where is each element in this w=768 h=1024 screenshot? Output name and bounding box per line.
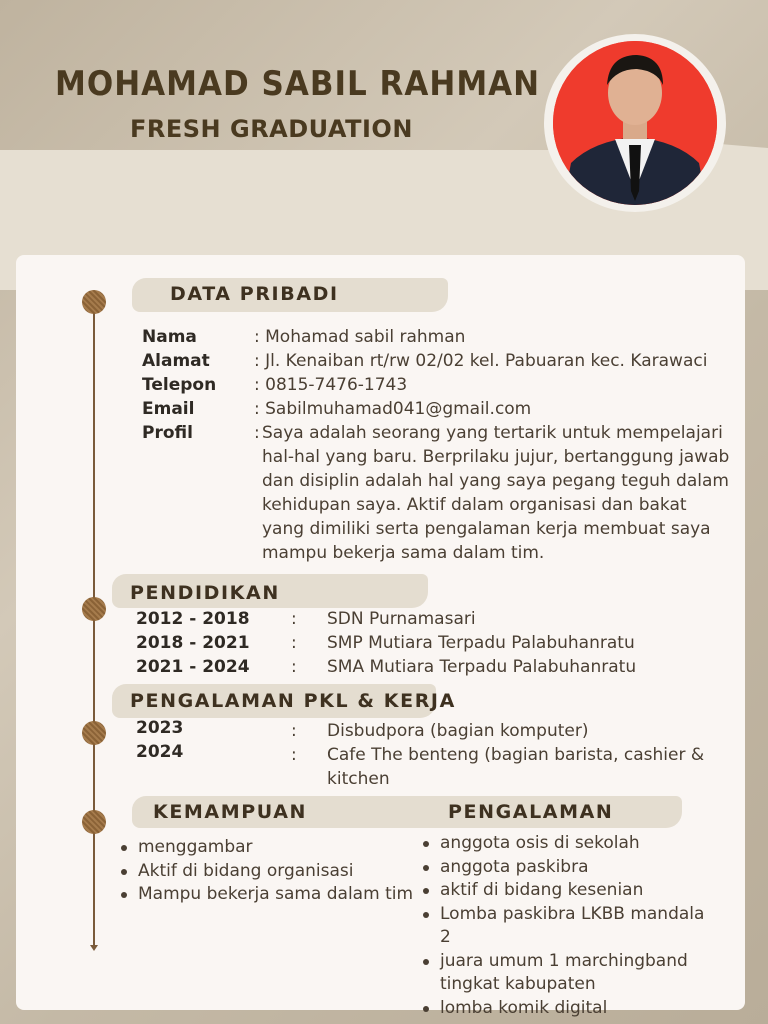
list-item: anggota osis di sekolah (418, 832, 718, 856)
field-label: Telepon (142, 375, 217, 395)
skills-list (116, 836, 416, 907)
list-item: lomba komik digital (418, 997, 718, 1021)
work-year: 2024 (136, 742, 184, 762)
education-years: 2018 - 2021 (136, 633, 250, 653)
list-item: anggota paskibra (418, 856, 718, 880)
heading-pengalaman: PENGALAMAN (448, 801, 614, 823)
education-school: SDN Purnamasari (327, 609, 476, 629)
field-label: Profil (142, 423, 193, 443)
heading-data-pribadi: DATA PRIBADI (170, 283, 339, 305)
field-label: Email (142, 399, 195, 419)
list-item: Lomba paskibra LKBB mandala 2 (418, 903, 718, 950)
work-place: Cafe The benteng (bagian barista, cashier & kitchen (327, 745, 705, 789)
timeline-line (93, 302, 95, 948)
field-label: Alamat (142, 351, 210, 371)
profile-photo (553, 41, 717, 205)
candidate-name: MOHAMAD SABIL RAHMAN (55, 64, 541, 104)
field-value: : 0815-7476-1743 (254, 375, 408, 395)
profile-description: Saya adalah seorang yang tertarik untuk mempelajari hal-hal yang baru. Berprilaku jujur, bertanggung jawab dan disiplin adalah hal yang saya pegang teguh dalam kehidupan saya. Aktif dalam organisasi dan bakat yang dimiliki serta pengalaman kerja membuat saya mampu bekerja sama dalam tim. (262, 423, 730, 563)
field-value: : (254, 423, 260, 443)
timeline-dot-icon (82, 597, 106, 621)
field-label: Nama (142, 327, 197, 347)
timeline-dot-icon (82, 721, 106, 745)
field-value: : Mohamad sabil rahman (254, 327, 466, 347)
list-item: aktif di bidang kesenian (418, 879, 718, 903)
education-school: SMA Mutiara Terpadu Palabuhanratu (327, 657, 637, 677)
heading-pengalaman-kerja: PENGALAMAN PKL & KERJA (130, 690, 456, 712)
candidate-subtitle: FRESH GRADUATION (130, 115, 413, 143)
heading-pendidikan: PENDIDIKAN (130, 582, 280, 604)
list-item: menggambar (116, 836, 416, 860)
timeline-dot-icon (82, 810, 106, 834)
list-item: Mampu bekerja sama dalam tim (116, 883, 416, 907)
work-year: 2023 (136, 718, 184, 738)
separator: : (291, 721, 297, 741)
separator: : (291, 745, 297, 765)
field-value: : Sabilmuhamad041@gmail.com (254, 399, 532, 419)
education-years: 2012 - 2018 (136, 609, 250, 629)
education-school: SMP Mutiara Terpadu Palabuhanratu (327, 633, 635, 653)
work-place: Disbudpora (bagian komputer) (327, 721, 589, 741)
field-value: : Jl. Kenaiban rt/rw 02/02 kel. Pabuaran kec. Karawaci (254, 351, 708, 371)
heading-kemampuan: KEMAMPUAN (153, 801, 307, 823)
list-item: Aktif di bidang organisasi (116, 860, 416, 884)
timeline-dot-icon (82, 290, 106, 314)
experience-list (418, 832, 718, 1020)
timeline-arrow-icon (90, 945, 98, 951)
separator: : (291, 609, 297, 629)
separator: : (291, 657, 297, 677)
person-portrait-icon (553, 41, 717, 205)
education-years: 2021 - 2024 (136, 657, 250, 677)
list-item: juara umum 1 marchingband tingkat kabupaten (418, 950, 718, 997)
separator: : (291, 633, 297, 653)
